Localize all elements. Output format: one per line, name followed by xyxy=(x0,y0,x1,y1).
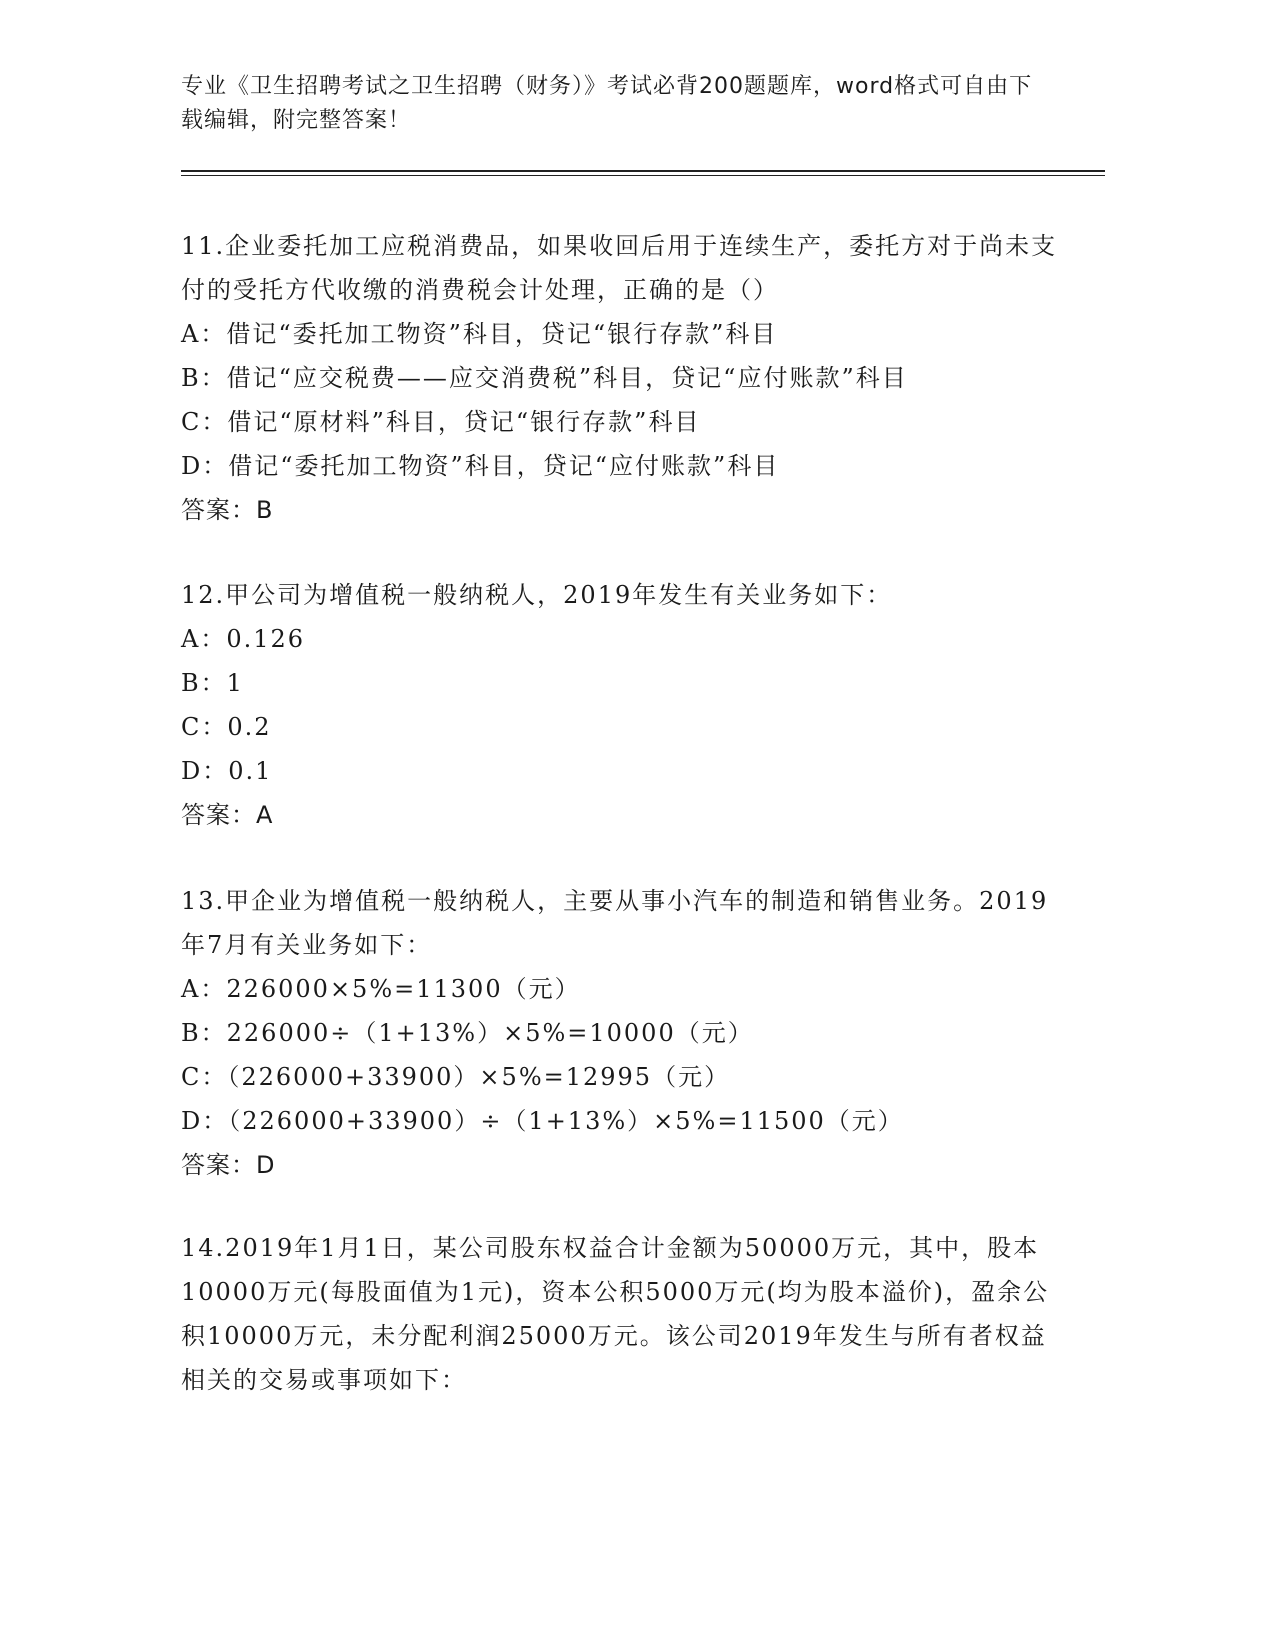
option-c: C：0.2 xyxy=(181,713,272,741)
question-13 xyxy=(181,879,1061,1187)
answer: 答案：A xyxy=(181,801,274,829)
answer: 答案：D xyxy=(181,1151,276,1179)
document-header: 专业《卫生招聘考试之卫生招聘（财务）》考试必背200题题库，word格式可自由下载编辑，附完整答案！ xyxy=(181,74,1033,133)
header-rule-thin xyxy=(181,175,1105,176)
option-c: C：（226000+33900）×5%=12995（元） xyxy=(181,1063,731,1091)
option-b: B：226000÷（1+13%）×5%=10000（元） xyxy=(181,1019,754,1047)
question-14 xyxy=(181,1226,1061,1402)
option-d: D：借记“委托加工物资”科目，贷记“应付账款”科目 xyxy=(181,452,780,480)
option-b: B：1 xyxy=(181,669,244,697)
question-text: 14.2019年1月1日，某公司股东权益合计金额为50000万元，其中，股本10000万元(每股面值为1元)，资本公积5000万元(均为股本溢价)，盈余公积10000万元，未分配利润25000万元。该公司2019年发生与所有者权益相关的交易或事项如下： xyxy=(181,1234,1050,1394)
option-d: D：（226000+33900）÷（1+13%）×5%=11500（元） xyxy=(181,1107,904,1135)
option-c: C：借记“原材料”科目，贷记“银行存款”科目 xyxy=(181,408,701,436)
option-b: B：借记“应交税费——应交消费税”科目，贷记“应付账款”科目 xyxy=(181,364,908,392)
option-a: A：借记“委托加工物资”科目，贷记“银行存款”科目 xyxy=(181,320,778,348)
question-11 xyxy=(181,224,1061,532)
question-12 xyxy=(181,573,1061,837)
question-text: 11.企业委托加工应税消费品，如果收回后用于连续生产，委托方对于尚未支付的受托方代收缴的消费税会计处理，正确的是（） xyxy=(181,232,1058,304)
answer: 答案：B xyxy=(181,496,274,524)
option-a: A：0.126 xyxy=(181,625,306,653)
option-d: D：0.1 xyxy=(181,757,273,785)
option-a: A：226000×5%=11300（元） xyxy=(181,975,581,1003)
question-text: 13.甲企业为增值税一般纳税人，主要从事小汽车的制造和销售业务。2019年7月有关业务如下： xyxy=(181,887,1049,959)
header-rule-thick xyxy=(181,170,1105,172)
question-text: 12.甲公司为增值税一般纳税人，2019年发生有关业务如下： xyxy=(181,581,893,609)
